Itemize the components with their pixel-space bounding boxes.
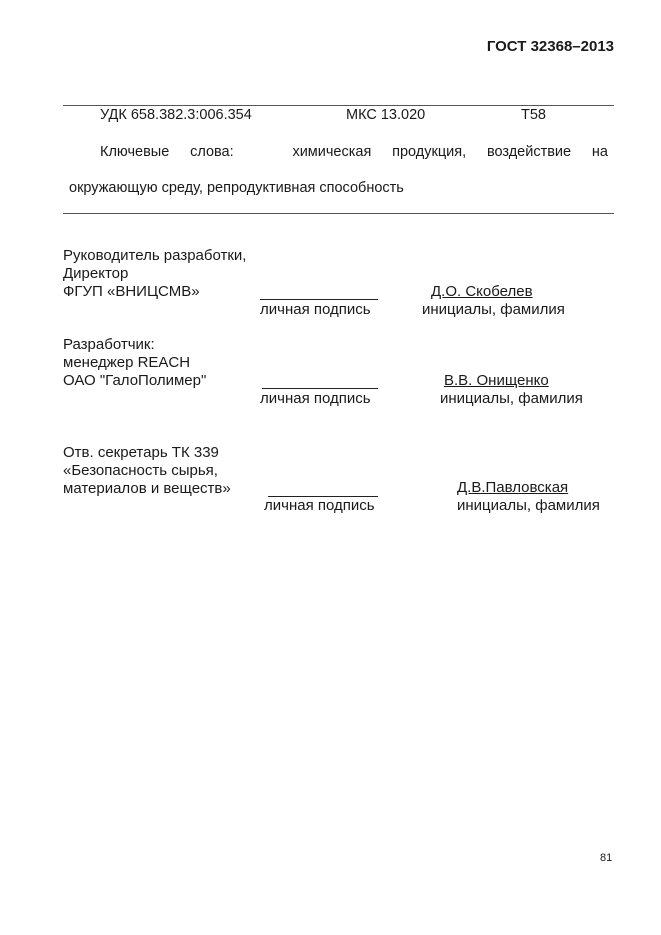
- role-line: менеджер REACH: [63, 354, 191, 371]
- keyword-word: химическая: [292, 144, 372, 160]
- keyword-word: на: [591, 144, 608, 160]
- role-line: ФГУП «ВНИЦСМВ»: [63, 283, 200, 300]
- name-caption: инициалы, фамилия: [440, 390, 583, 407]
- signatory-name: В.В. Онищенко: [444, 372, 549, 389]
- keyword-word: продукция,: [392, 144, 467, 160]
- name-caption: инициалы, фамилия: [422, 301, 565, 318]
- role-line: Отв. секретарь ТК 339: [63, 444, 219, 461]
- page-number: 81: [600, 852, 613, 864]
- bottom-rule: [63, 213, 614, 214]
- signature-caption: личная подпись: [264, 497, 375, 514]
- signatory-1-role: [63, 247, 246, 301]
- role-line: Директор: [63, 265, 129, 282]
- signatory-3-role: [63, 444, 231, 498]
- category-code: Т58: [521, 107, 546, 123]
- role-line: материалов и веществ»: [63, 480, 231, 497]
- signature-caption: личная подпись: [260, 301, 371, 318]
- signatory-name: Д.В.Павловская: [457, 479, 569, 496]
- role-line: ОАО "ГалоПолимер": [63, 372, 207, 389]
- keyword-word: воздействие: [486, 144, 572, 160]
- role-line: Руководитель разработки,: [63, 247, 247, 264]
- signatory-2-role: [63, 336, 206, 390]
- name-caption: инициалы, фамилия: [457, 497, 600, 514]
- keywords-line-2: окружающую среду, репродуктивная способность: [69, 180, 404, 196]
- mks-code: МКС 13.020: [346, 107, 426, 123]
- role-line: Разработчик:: [63, 336, 155, 353]
- keyword-word: Ключевые: [100, 144, 170, 160]
- top-rule: [63, 105, 614, 106]
- keywords-line-1: [100, 144, 608, 160]
- standard-header: ГОСТ 32368–2013: [486, 38, 614, 55]
- role-line: «Безопасность сырья,: [63, 462, 218, 479]
- signature-line: [260, 299, 378, 300]
- signatory-name: Д.О. Скобелев: [431, 283, 533, 300]
- keyword-word: слова:: [190, 144, 234, 160]
- signature-line: [262, 388, 378, 389]
- signature-caption: личная подпись: [260, 390, 371, 407]
- udk-code: УДК 658.382.3:006.354: [100, 107, 252, 123]
